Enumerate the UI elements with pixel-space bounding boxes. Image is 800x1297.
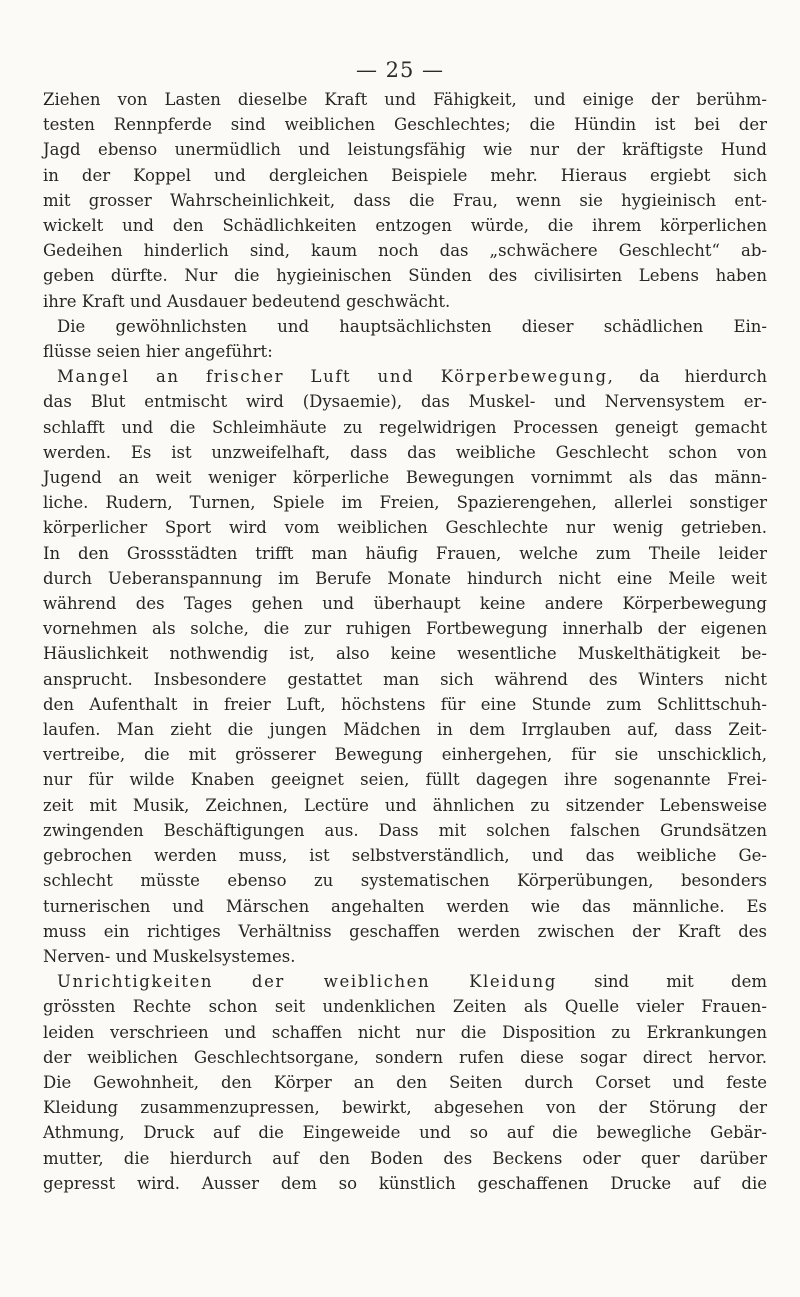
text-line: laufen. Man zieht die jungen Mädchen in dem Irrglauben auf, dass Zeit- xyxy=(43,720,767,740)
text-line: vornehmen als solche, die zur ruhigen Fortbewegung innerhalb der eigenen xyxy=(43,619,767,639)
text-line: der weiblichen Geschlechtsorgane, sondern rufen diese sogar direct hervor. xyxy=(43,1047,767,1067)
text-line: Gedeihen hinderlich sind, kaum noch das „schwächere Geschlecht“ ab- xyxy=(43,241,767,261)
text-line: Athmung, Druck auf die Eingeweide und so auf die bewegliche Gebär- xyxy=(43,1123,767,1143)
line-rest: da hierdurch xyxy=(614,367,768,387)
text-line: turnerischen und Märschen angehalten werden wie das männliche. Es xyxy=(43,896,767,916)
text-line: gebrochen werden muss, ist selbstverständlich, und das weibliche Ge- xyxy=(43,846,767,866)
text-line: den Aufenthalt in freier Luft, höchstens für eine Stunde zum Schlittschuh- xyxy=(43,694,767,714)
text-line: gepresst wird. Ausser dem so künstlich geschaffenen Drucke auf die xyxy=(43,1173,767,1193)
text-line: während des Tages gehen und überhaupt keine andere Körperbewegung xyxy=(43,594,767,614)
text-line: liche. Rudern, Turnen, Spiele im Freien, Spazierengehen, allerlei sonstiger xyxy=(43,493,767,513)
text-line: flüsse seien hier angeführt: xyxy=(43,342,273,362)
text-line: wickelt und den Schädlichkeiten entzogen würde, die ihrem körperlichen xyxy=(43,216,767,236)
text-line: testen Rennpferde sind weiblichen Geschlechtes; die Hündin ist bei der xyxy=(43,115,767,135)
paragraph xyxy=(43,364,767,969)
text-line: Ziehen von Lasten dieselbe Kraft und Fähigkeit, und einige der berühm- xyxy=(43,90,767,109)
text-line: mit grosser Wahrscheinlichkeit, dass die Frau, wenn sie hygieinisch ent- xyxy=(43,190,767,210)
text-line: schlafft und die Schleimhäute zu regelwidrigen Processen geneigt gemacht xyxy=(43,417,767,437)
text-line: vertreibe, die mit grösserer Bewegung einhergehen, für sie unschicklich, xyxy=(43,745,767,765)
paragraph xyxy=(43,314,767,364)
text-line: nur für wilde Knaben geeignet seien, füllt dagegen ihre sogenannte Frei- xyxy=(43,770,767,790)
text-line: zeit mit Musik, Zeichnen, Lectüre und ähnlichen zu sitzender Lebensweise xyxy=(43,795,767,815)
spaced-heading-text: Unrichtigkeiten der weiblichen Kleidung xyxy=(57,972,557,992)
text-line: grössten Rechte schon seit undenklichen Zeiten als Quelle vieler Frauen- xyxy=(43,997,767,1017)
text-line: zwingenden Beschäftigungen aus. Dass mit solchen falschen Grundsätzen xyxy=(43,820,767,840)
body-text xyxy=(43,87,767,1196)
page-number: — 25 — xyxy=(355,58,445,82)
text-line: Die Gewohnheit, den Körper an den Seiten durch Corset und feste xyxy=(43,1072,767,1092)
text-line: ansprucht. Insbesondere gestattet man sich während des Winters nicht xyxy=(43,669,767,689)
text-line: durch Ueberanspannung im Berufe Monate hindurch nicht eine Meile weit xyxy=(43,568,767,588)
text-line: das Blut entmischt wird (Dysaemie), das Muskel- und Nervensystem er- xyxy=(43,392,767,412)
text-line: In den Grossstädten trifft man häufig Frauen, welche zum Theile leider xyxy=(43,543,767,563)
text-line: Kleidung zusammenzupressen, bewirkt, abgesehen von der Störung der xyxy=(43,1098,767,1118)
paragraph xyxy=(43,969,767,1196)
text-line: geben dürfte. Nur die hygieinischen Sünden des civilisirten Lebens haben xyxy=(43,266,767,286)
text-line: Die gewöhnlichsten und hauptsächlichsten dieser schädlichen Ein- xyxy=(57,316,767,336)
text-line: Jugend an weit weniger körperliche Bewegungen vornimmt als das männ- xyxy=(43,468,767,488)
text-line: Jagd ebenso unermüdlich und leistungsfähig wie nur der kräftigste Hund xyxy=(43,140,767,160)
text-line xyxy=(43,364,767,389)
text-line: körperlicher Sport wird vom weiblichen Geschlechte nur wenig getrieben. xyxy=(43,518,767,538)
text-line: mutter, die hierdurch auf den Boden des Beckens oder quer darüber xyxy=(43,1148,767,1168)
text-line: schlecht müsste ebenso zu systematischen Körperübungen, besonders xyxy=(43,871,767,891)
text-line: in der Koppel und dergleichen Beispiele mehr. Hieraus ergiebt sich xyxy=(43,165,767,185)
text-line: Häuslichkeit nothwendig ist, also keine wesentliche Muskelthätigkeit be- xyxy=(43,644,767,664)
text-line: muss ein richtiges Verhältniss geschaffen werden zwischen der Kraft des xyxy=(43,921,767,941)
text-line: ihre Kraft und Ausdauer bedeutend geschwächt. xyxy=(43,291,451,311)
text-line xyxy=(43,969,767,994)
spaced-heading-text: Mangel an frischer Luft und Körperbewegung, xyxy=(57,367,615,387)
text-line: Nerven- und Muskelsystemes. xyxy=(43,946,296,966)
paragraph xyxy=(43,87,767,314)
text-line: leiden verschrieen und schaffen nicht nur die Disposition zu Erkrankungen xyxy=(43,1022,767,1042)
text-line: werden. Es ist unzweifelhaft, dass das weibliche Geschlecht schon von xyxy=(43,442,767,462)
line-rest: sind mit dem xyxy=(556,972,767,992)
